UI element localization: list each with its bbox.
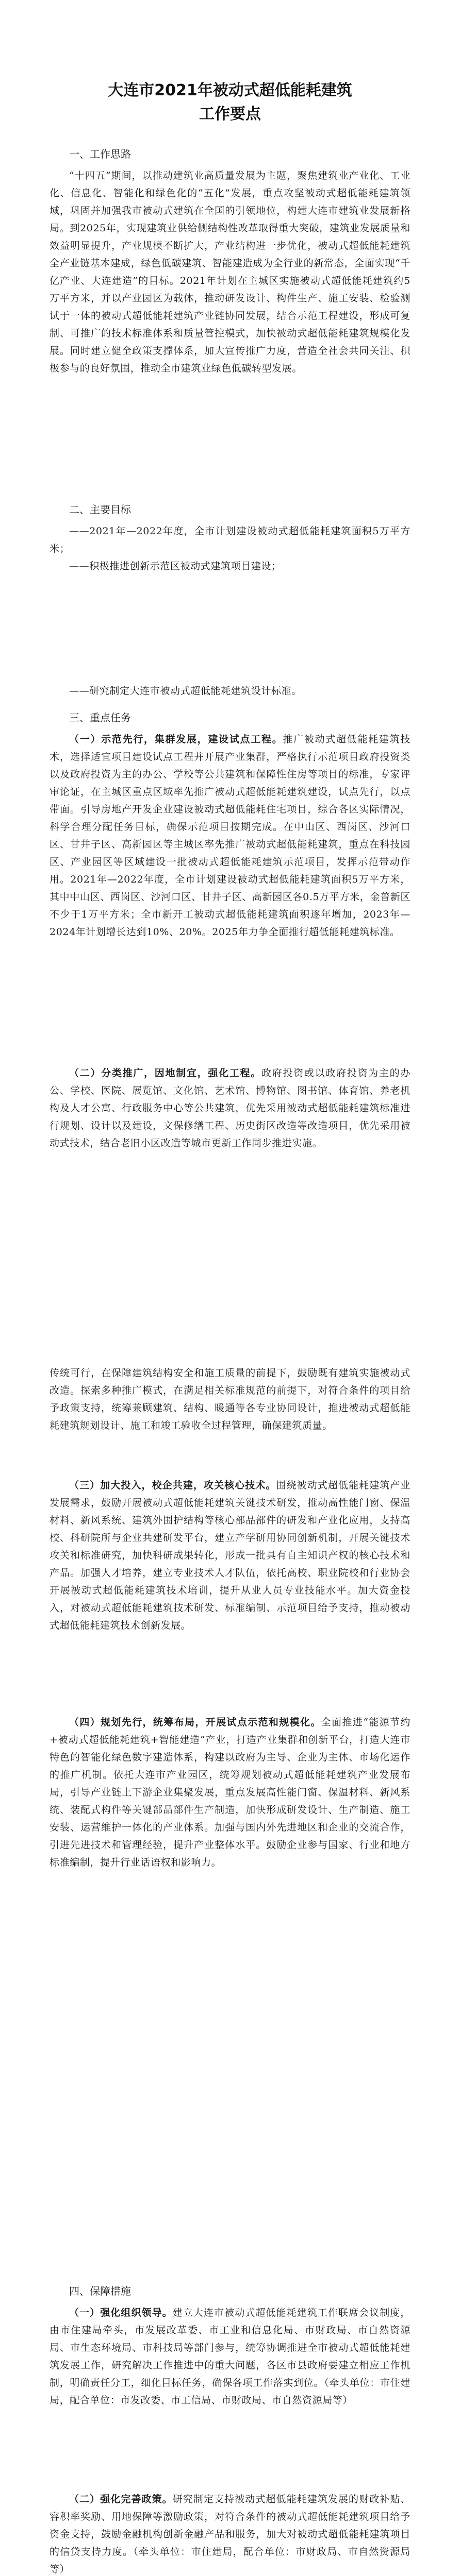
section-heading-work-ideas: 一、工作思路 (69, 148, 131, 160)
measure-1-lead: （一）强化组织领导。 (69, 2307, 173, 2318)
paragraph-task-3 (50, 1477, 410, 1634)
paragraph-task-1 (50, 731, 410, 941)
document-title-line2: 工作要点 (199, 105, 261, 123)
measure-2-lead: （二）强化完善政策。 (69, 2494, 173, 2505)
task-1-lead: （一）示范先行，集群发展，建设试点工程。 (69, 734, 283, 745)
task-3-lead: （三）加大投入，校企共建，攻关核心技术。 (69, 1480, 276, 1491)
paragraph-task-2-cont: 传统可行，在保障建筑结构安全和施工质量的前提下，鼓励既有建筑实施被动式改造。探索多种推广模式，在满足相关标准规范的前提下，对符合条件的项目给予政策支持，统筹兼顾建筑、结构、暖通等各专业协同设计，推进被动式超低能耗建筑规划设计、施工和竣工验收全过程管理，确保建筑质量。 (50, 1367, 410, 1431)
task-3-body: 围绕被动式超低能耗建筑产业发展需求，鼓励开展被动式超低能耗建筑关键技术研发，推动高性能门窗、保温材料、新风系统、建筑外围护结构等核心部品部件的研发和产业化应用，支持高校、科研院所与企业共建研发平台，建立产学研用协同创新机制，开展关键技术攻关和标准研究，加快科研成果转化，形成一批具有自主知识产权的核心技术和产品。加强人才培养，建立专业技术人才队伍，依托高校、职业院校和行业协会开展被动式超低能耗建筑技术培训，提升从业人员专业技能水平。加大资金投入，对被动式超低能耗建筑技术研发、标准编制、示范项目给予支持，推动被动式超低能耗建筑技术创新发展。 (50, 1480, 410, 1631)
section-heading-key-tasks: 三、重点任务 (69, 711, 131, 724)
paragraph-measure-2 (50, 2490, 410, 2576)
section-heading-safeguards: 四、保障措施 (69, 2285, 131, 2297)
section-heading-main-goals: 二、主要目标 (69, 503, 131, 516)
task-2-body: 政府投资或以政府投资为主的办公、学校、医院、展览馆、文化馆、艺术馆、博物馆、图书馆、体育馆、养老机构及人才公寓、行政服务中心等公共建筑，优先采用被动式超低能耗建筑标准进行规划、设计以及建设，文保修缮工程、历史街区改造等改造项目，优先采用被动式技术，结合老旧小区改造等城市更新工作同步推进实施。 (50, 1067, 410, 1149)
task-4-lead: （四）规划先行，统筹布局，开展试点示范和规模化。 (69, 1717, 321, 1728)
paragraph-measure-1 (50, 2304, 410, 2409)
paragraph-goal-1: ——2021年—2022年度，全市计划建设被动式超低能耗建筑面积5万平方米； (50, 526, 410, 554)
task-1-body: 推广被动式超低能耗建筑技术，选择适宜项目建设试点工程并开展产业集群，严格执行示范项目政府投资类以及政府投资为主的办公、学校等公共建筑和保障性住房等项目的标准，专家评审论证，在主城区重点区域率先推广被动式超低能耗建筑建设，试点先行，以点带面。引导房地产开发企业建设被动式超低能耗住宅项目，综合各区实际情况，科学合理分配任务目标，确保示范项目按期完成。在中山区、西岗区、沙河口区、甘井子区、高新园区等主城区率先推广被动式超低能耗建筑，重点在科技园区、产业园区等区域建设一批被动式超低能耗建筑示范项目，发挥示范带动作用。2021年—2022年度，全市计划建设被动式超低能耗建筑面积5万平方米，其中中山区、西岗区、沙河口区、甘井子区、高新园区各0.5万平方米，金普新区不少于1万平方米；全市新开工被动式超低能耗建筑面积逐年增加，2023年—2024年计划增长达到10%、20%。2025年力争全面推行超低能耗建筑标准。 (50, 734, 410, 938)
paragraph-task-4 (50, 1714, 410, 1871)
paragraph-work-ideas: “十四五”期间，以推动建筑业高质量发展为主题，聚焦建筑业产业化、工业化、信息化、智能化和绿色化的“五化”发展，重点攻坚被动式超低能耗建筑领域，巩固并加强我市被动式建筑在全国的引领地位，构建大连市建筑业发展新格局。到2025年，实现建筑业供给侧结构性改革取得重大突破，建筑业发展质量和效益明显提升，产业规模不断扩大，产业结构进一步优化，被动式超低能耗建筑全产业链基本建成，绿色低碳建筑、智能建造成为全行业的新常态，全面实现“千亿产业、大连建造”的目标。2021年计划在主城区实施被动式超低能耗建筑约5万平方米，并以产业园区为载体，推动研发设计、构件生产、施工安装、检验测试于一体的被动式超低能耗建筑产业链协同发展，结合示范工程建设，形成可复制、可推广的技术标准体系和质量管控模式，加快被动式超低能耗建筑规模化发展。同时建立健全政策支撑体系，加大宣传推广力度，营造全社会共同关注、积极参与的良好氛围，推动全市建筑业绿色低碳转型发展。 (50, 170, 410, 374)
task-2-lead: （二）分类推广，因地制宜，强化工程。 (69, 1067, 261, 1079)
paragraph-goal-3: ——研究制定大连市被动式超低能耗建筑设计标准。 (69, 685, 302, 697)
task-4-body: 全面推进“能源节约+被动式超低能耗建筑+智能建造”产业，打造产业集群和创新平台，打造大连市特色的智能化绿色数字建造体系，构建以政府为主导、企业为主体、市场化运作的推广机制。依托大连市产业园区，统筹规划被动式超低能耗建筑产业发展布局，引导产业链上下游企业集聚发展，重点发展高性能门窗、保温材料、新风系统、装配式构件等关键部品部件生产制造，加快形成研发设计、生产制造、施工安装、运营维护一体化的产业体系。加强与国内外先进地区和企业的交流合作，引进先进技术和管理经验，提升产业整体水平。鼓励企业参与国家、行业和地方标准编制，提升行业话语权和影响力。 (50, 1717, 410, 1868)
measure-1-body: 建立大连市被动式超低能耗建筑工作联席会议制度，由市住建局牵头，市发展改革委、市工业和信息化局、市财政局、市自然资源局、市生态环境局、市科技局等部门参与，统筹协调推进全市被动式超低能耗建筑发展工作，研究解决工作推进中的重大问题，各区市县政府要建立相应工作机制，明确责任分工，细化目标任务，确保各项工作落实到位。（牵头单位：市住建局，配合单位：市发改委、市工信局、市财政局、市自然资源局等） (50, 2307, 410, 2406)
document-title-line1: 大连市2021年被动式超低能耗建筑 (108, 81, 352, 99)
measure-2-body: 研究制定支持被动式超低能耗建筑发展的财政补贴、容积率奖励、用地保障等激励政策，对符合条件的被动式超低能耗建筑项目给予资金支持，鼓励金融机构创新金融产品和服务，加大对被动式超低能耗建筑项目的信贷支持力度。（牵头单位：市住建局，配合单位：市财政局、市自然资源局等） (50, 2494, 410, 2575)
paragraph-goal-2: ——积极推进创新示范区被动式建筑项目建设； (69, 561, 282, 572)
paragraph-task-2 (50, 1064, 410, 1152)
